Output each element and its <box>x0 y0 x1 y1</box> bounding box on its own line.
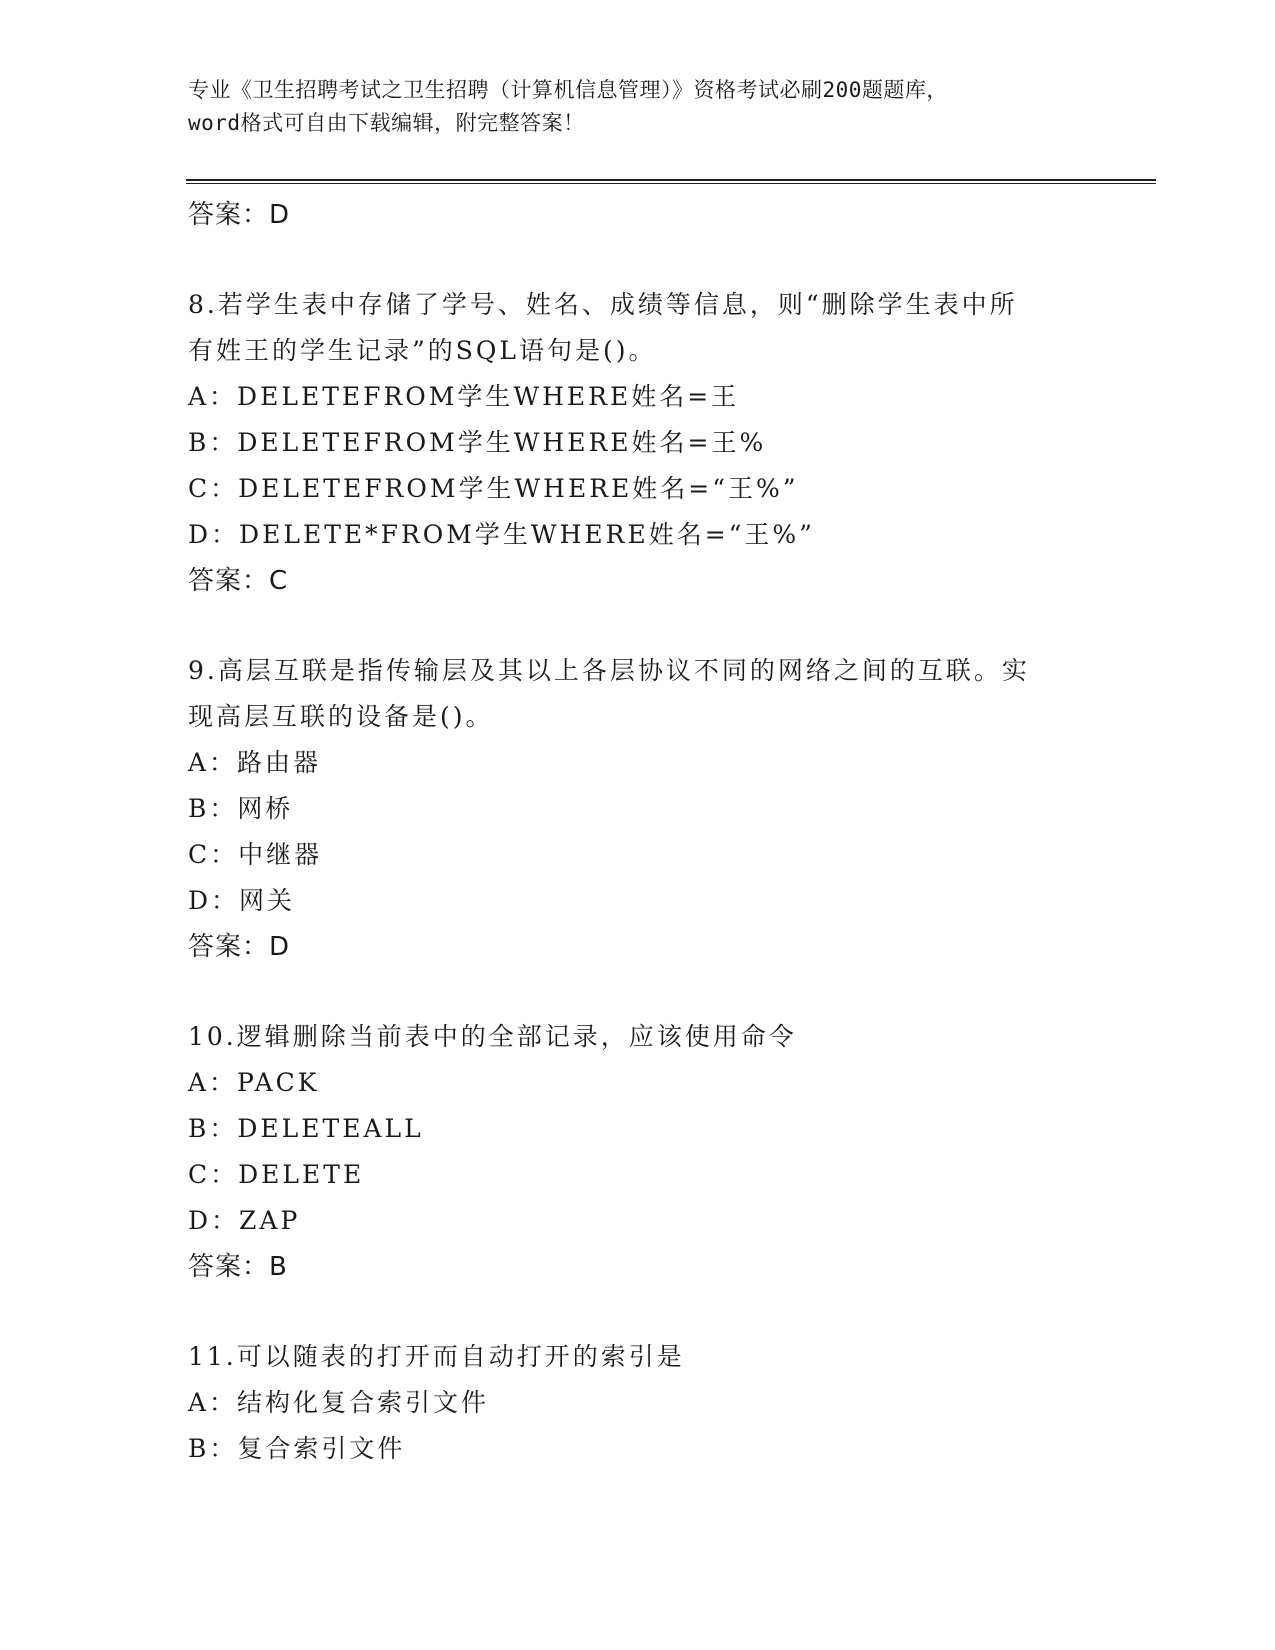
question-9-option-b: B：网桥 <box>188 794 294 823</box>
question-9-option-a: A：路由器 <box>188 748 322 777</box>
question-8-option-a: A：DELETEFROM学生WHERE姓名=王 <box>188 382 740 411</box>
question-9-option-c: C：中继器 <box>188 840 323 869</box>
question-8-stem-line-1: 8.若学生表中存储了学号、姓名、成绩等信息，则“删除学生表中所 <box>188 290 1018 319</box>
header-divider-thick <box>186 179 1156 181</box>
question-8-option-d: D：DELETE*FROM学生WHERE姓名=“王%” <box>188 520 815 549</box>
header-title-line-1: 专业《卫生招聘考试之卫生招聘（计算机信息管理）》资格考试必刷200题题库， <box>188 78 948 102</box>
document-header <box>188 74 1088 140</box>
question-11-option-b: B：复合索引文件 <box>188 1434 406 1463</box>
header-divider-thin <box>186 183 1156 184</box>
question-10-stem: 10.逻辑删除当前表中的全部记录，应该使用命令 <box>188 1022 797 1051</box>
question-10-answer: 答案：B <box>188 1252 288 1282</box>
question-8-option-c: C：DELETEFROM学生WHERE姓名=“王%” <box>188 474 799 503</box>
question-10-option-c: C：DELETE <box>188 1160 365 1189</box>
question-10-option-b: B：DELETEALL <box>188 1114 424 1143</box>
question-11-option-a: A：结构化复合索引文件 <box>188 1388 490 1417</box>
header-title-line-2: word格式可自由下载编辑，附完整答案！ <box>188 111 585 135</box>
question-10-option-d: D：ZAP <box>188 1206 301 1235</box>
question-9-option-d: D：网关 <box>188 886 296 915</box>
question-11-stem: 11.可以随表的打开而自动打开的索引是 <box>188 1342 685 1371</box>
question-10-option-a: A：PACK <box>188 1068 320 1097</box>
answer-previous: 答案：D <box>188 200 291 230</box>
question-8-answer: 答案：C <box>188 566 289 596</box>
question-9-answer: 答案：D <box>188 932 291 962</box>
question-9-stem-line-2: 现高层互联的设备是()。 <box>188 702 494 731</box>
question-8-stem-line-2: 有姓王的学生记录”的SQL语句是()。 <box>188 336 657 365</box>
question-9-stem-line-1: 9.高层互联是指传输层及其以上各层协议不同的网络之间的互联。实 <box>188 656 1030 685</box>
question-8-option-b: B：DELETEFROM学生WHERE姓名=王% <box>188 428 767 457</box>
